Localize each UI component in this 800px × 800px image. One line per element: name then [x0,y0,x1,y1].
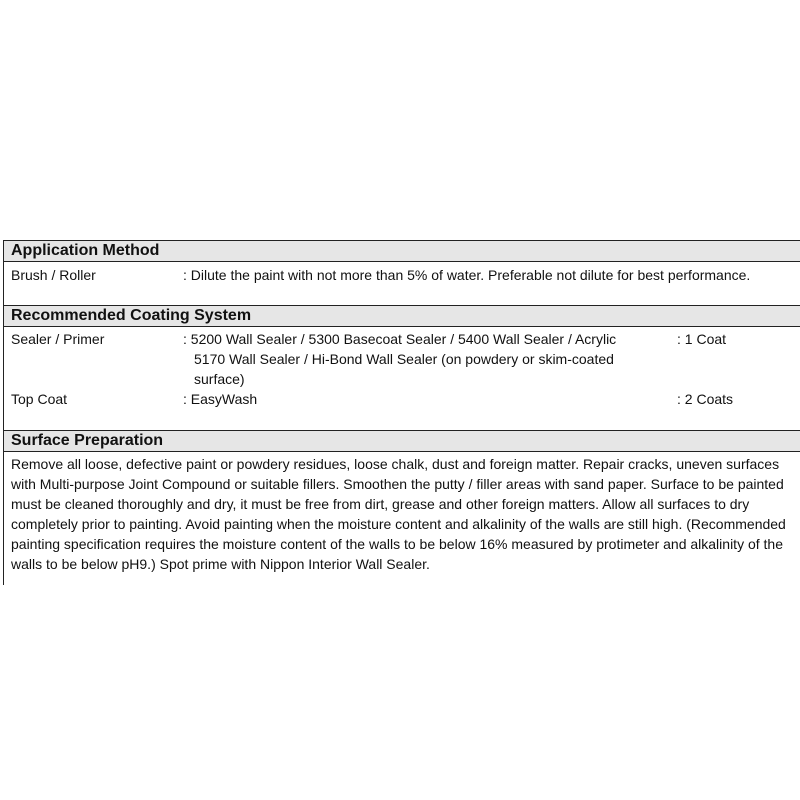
sealer-primer-coats: : 1 Coat [677,331,727,347]
sealer-primer-value-line-3: surface) [194,371,245,387]
top-coat-coats: : 2 Coats [677,391,734,407]
top-coat-value: : EasyWash [183,391,258,407]
sealer-primer-value-line-2: 5170 Wall Sealer / Hi-Bond Wall Sealer (on powdery or skim-coated [194,351,614,367]
brush-roller-label: Brush / Roller [11,267,96,283]
coating-system-heading: Recommended Coating System [4,305,800,327]
brush-roller-value: : Dilute the paint with not more than 5% of water. Preferable not dilute for best performance. [183,267,751,283]
application-method-heading: Application Method [4,240,800,262]
surface-preparation-heading: Surface Preparation [4,430,800,452]
sealer-primer-label: Sealer / Primer [11,331,105,347]
surface-preparation-text: Remove all loose, defective paint or powdery residues, loose chalk, dust and foreign matter. Repair cracks, uneven surfaces with Multi-purpose Joint Compound or suitable fillers. Smoothen the putty / filler areas with sand paper. Surface to be painted must be cleaned thoroughly and dry, it must be free from dirt, grease and other foreign matters. Allow all surfaces to dry completely prior to painting. Avoid painting when the moisture content and alkalinity of the walls are still high. (Recommended painting specification requires the moisture content of the walls to be below 16% measured by protimeter and alkalinity of the walls to be below pH9.) Spot prime with Nippon Interior Wall Sealer. [11,456,786,572]
sealer-primer-value-line-1: : 5200 Wall Sealer / 5300 Basecoat Sealer / 5400 Wall Sealer / Acrylic [183,331,617,347]
specification-sheet [3,240,800,585]
top-coat-label: Top Coat [11,391,68,407]
